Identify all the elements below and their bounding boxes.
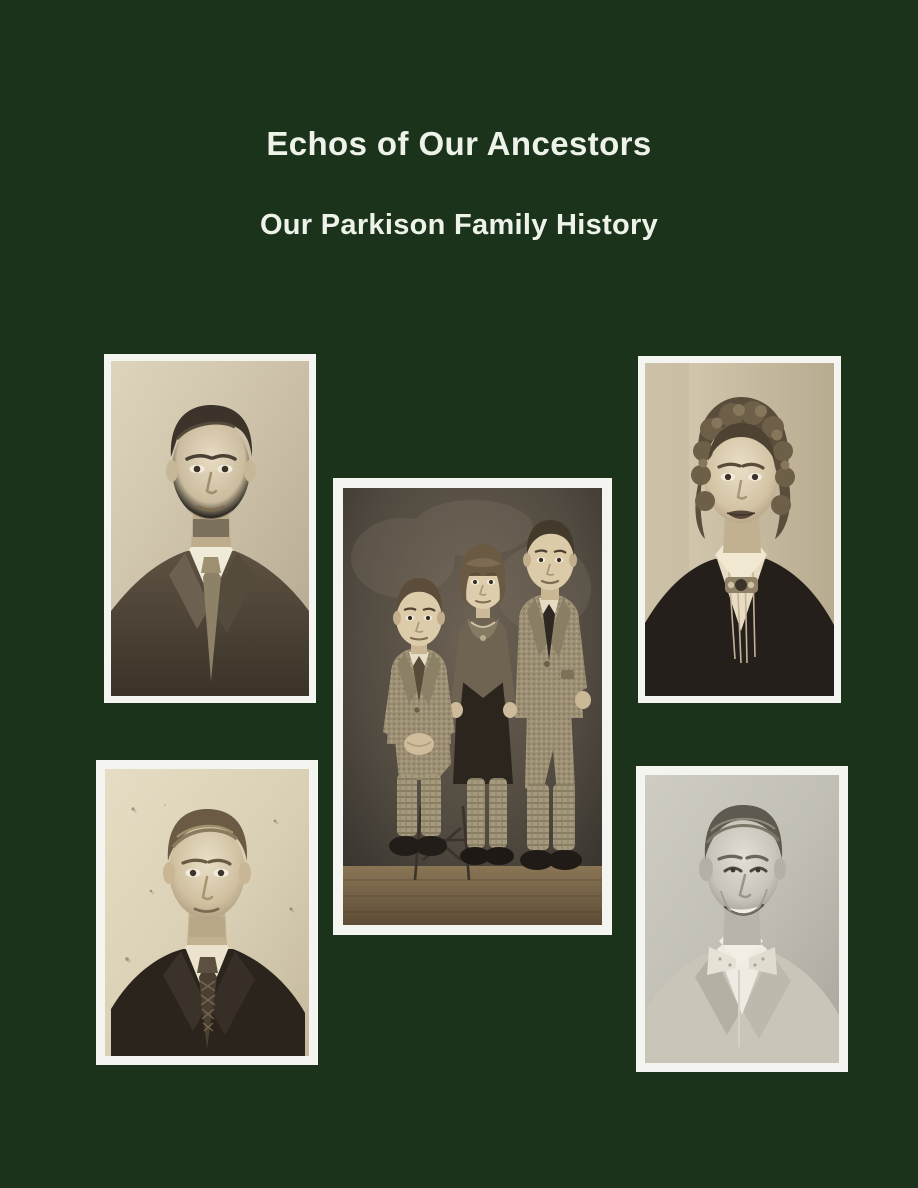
photo-man-bow-tie <box>636 766 848 1072</box>
photo-young-man-suit <box>104 354 316 703</box>
cover-title-primary: Echos of Our Ancestors <box>266 125 652 162</box>
photo-three-children <box>333 478 612 935</box>
photo-man-bow-tie-image <box>645 775 839 1063</box>
photo-young-man-dark-suit-image <box>105 769 309 1056</box>
photo-woman-curly-hair <box>638 356 841 703</box>
photo-woman-curly-hair-image <box>645 363 834 696</box>
cover-title-subtitle: Our Parkison Family History <box>259 209 659 241</box>
photo-three-children-image <box>343 488 602 925</box>
photo-young-man-suit-image <box>111 361 309 696</box>
photo-young-man-dark-suit <box>96 760 318 1065</box>
